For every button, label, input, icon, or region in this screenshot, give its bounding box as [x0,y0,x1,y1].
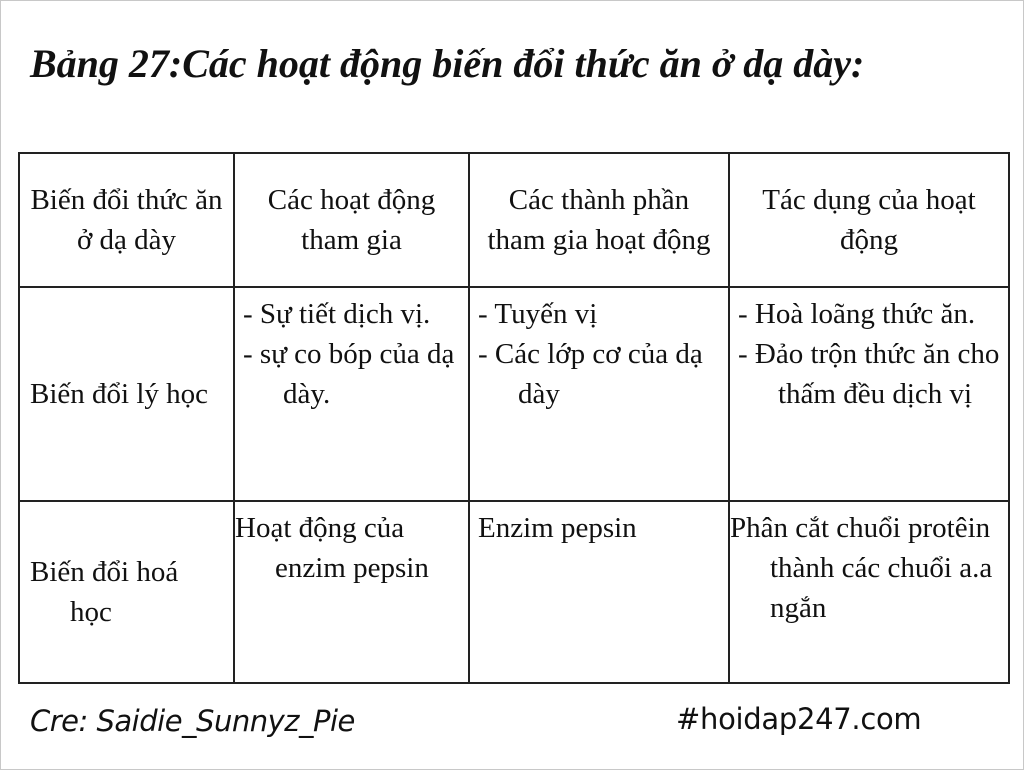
chemical-activities-cell: Hoạt động của enzim pepsin [234,501,469,683]
credit-text: Cre: Saidie_Sunnyz_Pie [30,704,355,738]
header-cell-effects: Tác dụng của hoạt động [729,153,1009,287]
list-item: - sự co bóp của dạ dày. [243,338,455,410]
physical-components-cell [469,287,729,501]
table-row-physical [19,287,1009,501]
physical-activities-cell [234,287,469,501]
list-item: - Sự tiết dịch vị. [243,298,431,330]
header-cell-activities: Các hoạt động tham gia [234,153,469,287]
chemical-effects-cell: Phân cắt chuổi protêin thành các chuổi a.a ngắn [729,501,1009,683]
page-title: Bảng 27:Các hoạt động biến đổi thức ăn ở dạ dày: [30,41,865,86]
table-row-chemical [19,501,1009,683]
physical-effects-cell [729,287,1009,501]
header-cell-transformation: Biến đổi thức ăn ở dạ dày [19,153,234,287]
table-header-row [19,153,1009,287]
list-item: - Các lớp cơ của dạ dày [478,338,703,410]
source-hashtag: #hoidap247.com [676,702,922,736]
header-cell-components: Các thành phần tham gia hoạt động [469,153,729,287]
row-label-physical: Biến đổi lý học [19,287,234,501]
list-item: - Tuyến vị [478,298,598,330]
digestion-table [18,152,1010,684]
chemical-components-cell: Enzim pepsin [469,501,729,683]
row-label-chemical: Biến đổi hoá học [19,501,234,683]
list-item: - Hoà loãng thức ăn. [738,298,976,330]
list-item: - Đảo trộn thức ăn cho thấm đều dịch vị [738,338,1000,410]
